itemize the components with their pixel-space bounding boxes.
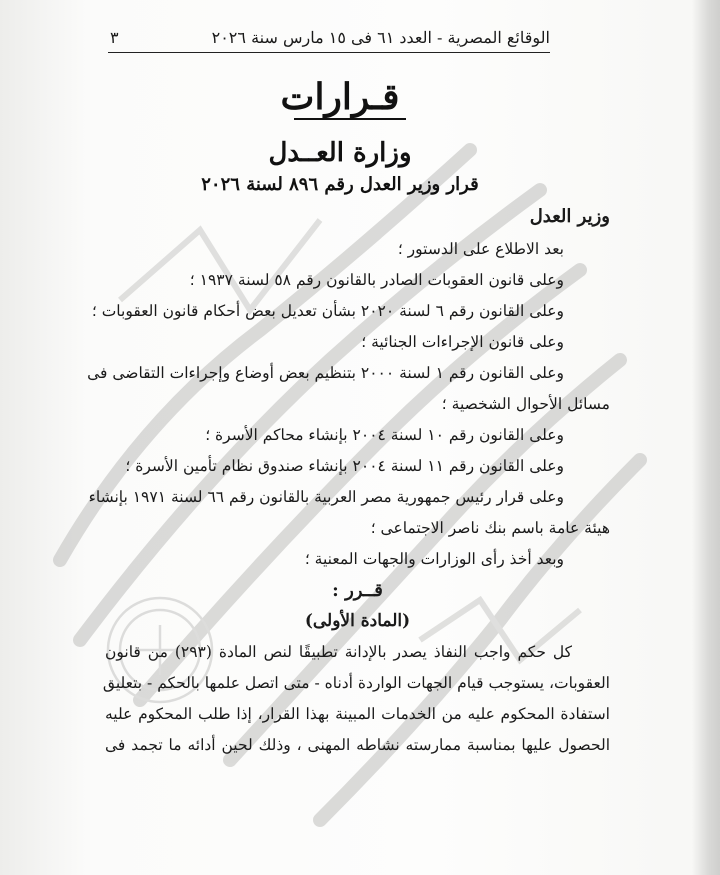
preamble-line: بعد الاطلاع على الدستور ؛: [397, 240, 564, 258]
preamble-line: هيئة عامة باسم بنك ناصر الاجتماعى ؛: [370, 519, 610, 537]
preamble-line: وعلى القانون رقم ١١ لسنة ٢٠٠٤ بإنشاء صندوق نظام تأمين الأسرة ؛: [125, 457, 564, 475]
minister-label: وزير العدل: [529, 206, 610, 227]
preamble-line: وعلى القانون رقم ١ لسنة ٢٠٠٠ بتنظيم بعض أوضاع وإجراءات التقاضى فى: [87, 364, 564, 382]
running-title: الوقائع المصرية - العدد ٦١ فى ١٥ مارس سنة ٢٠٢٦: [211, 27, 550, 47]
title-underline: [294, 118, 406, 120]
ministry-title: وزارة العــدل: [268, 138, 412, 168]
section-title: قـرارات: [280, 76, 400, 118]
article-line: استفادة المحكوم عليه من الخدمات المبينة بهذا القرار، إذا طلب المحكوم عليه: [105, 705, 610, 723]
header-divider: [108, 52, 550, 53]
article-line: الحصول عليها بمناسبة ممارسته نشاطه المهنى ، وذلك لحين أدائه ما تجمد فى: [105, 736, 610, 754]
running-header: [110, 22, 550, 52]
decree-body: [87, 200, 610, 761]
preamble-line: وعلى القانون رقم ١٠ لسنة ٢٠٠٤ بإنشاء محاكم الأسرة ؛: [205, 426, 564, 444]
page-number: ٣: [110, 27, 119, 47]
article-title: (المادة الأولى): [304, 611, 411, 631]
preamble-line: وعلى قانون العقوبات الصادر بالقانون رقم ٥٨ لسنة ١٩٣٧ ؛: [189, 271, 564, 289]
preamble-line: وعلى القانون رقم ٦ لسنة ٢٠٢٠ بشأن تعديل بعض أحكام قانون العقوبات ؛: [91, 302, 564, 320]
preamble-line: وبعد أخذ رأى الوزارات والجهات المعنية ؛: [304, 550, 564, 568]
page-edge-shadow: [692, 0, 720, 875]
preamble-line: مسائل الأحوال الشخصية ؛: [441, 395, 610, 413]
article-line: العقوبات، يستوجب قيام الجهات الواردة أدناه - متى اتصل علمها بالحكم - بتعليق: [102, 674, 610, 692]
preamble-line: وعلى قرار رئيس جمهورية مصر العربية بالقانون رقم ٦٦ لسنة ١٩٧١ بإنشاء: [88, 488, 564, 506]
article-line: كل حكم واجب النفاذ يصدر بالإدانة تطبيقًا لنص المادة (٢٩٣) من قانون: [105, 643, 572, 661]
preamble-line: وعلى قانون الإجراءات الجنائية ؛: [361, 333, 564, 351]
decree-title: قرار وزير العدل رقم ٨٩٦ لسنة ٢٠٢٦: [201, 174, 479, 195]
decided-label: قــرر :: [332, 580, 383, 601]
